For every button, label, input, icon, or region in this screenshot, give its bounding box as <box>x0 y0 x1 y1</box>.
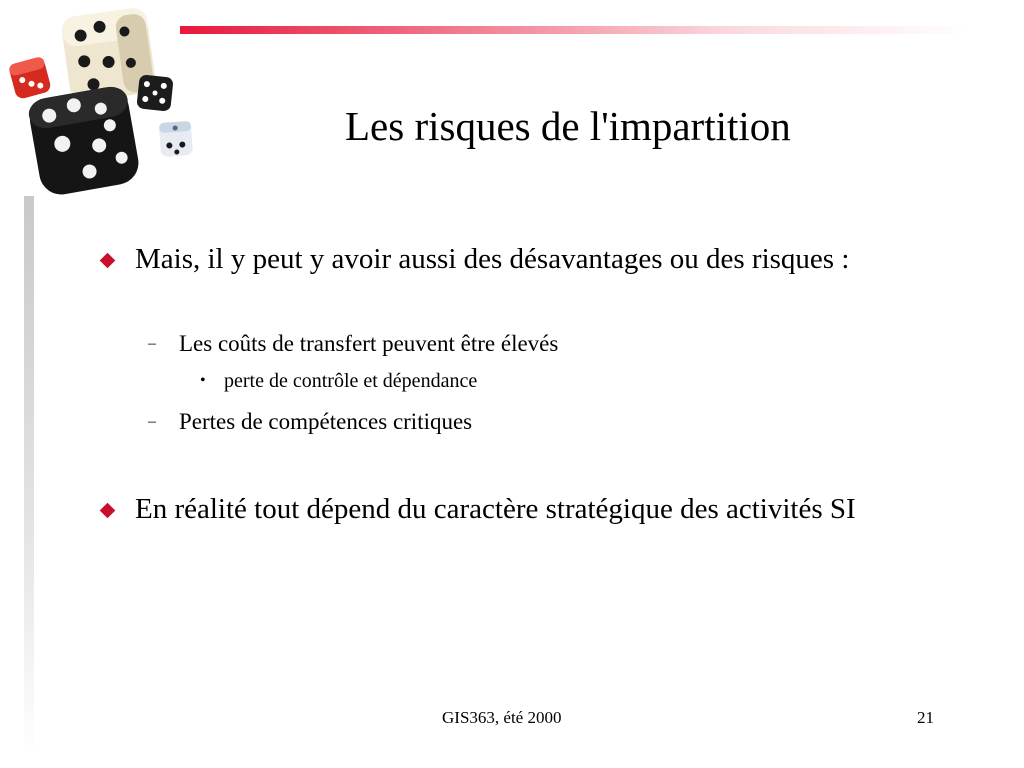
sub-item-2: Pertes de compétences critiques <box>179 409 473 434</box>
diamond-bullet-icon <box>100 253 116 269</box>
dash-bullet-icon: – <box>148 335 156 352</box>
sub-sub-item-1: perte de contrôle et dépendance <box>224 370 478 392</box>
dot-bullet-icon: • <box>200 372 206 389</box>
bullet-item-1: Mais, il y peut y avoir aussi des désavantages ou des risques : <box>135 243 850 275</box>
diamond-bullet-icon <box>100 503 116 519</box>
slide-title: Les risques de l'impartition <box>345 103 791 149</box>
dash-bullet-icon: – <box>148 413 156 430</box>
sub-item-1: Les coûts de transfert peuvent être élevés <box>179 331 559 356</box>
dice-image <box>0 0 200 200</box>
left-gradient-bar <box>24 196 34 756</box>
footer-page-number: 21 <box>917 708 934 727</box>
bullet-item-2: En réalité tout dépend du caractère stratégique des activités SI <box>135 493 856 525</box>
top-gradient-bar <box>180 26 970 34</box>
footer-course: GIS363, été 2000 <box>442 708 562 727</box>
